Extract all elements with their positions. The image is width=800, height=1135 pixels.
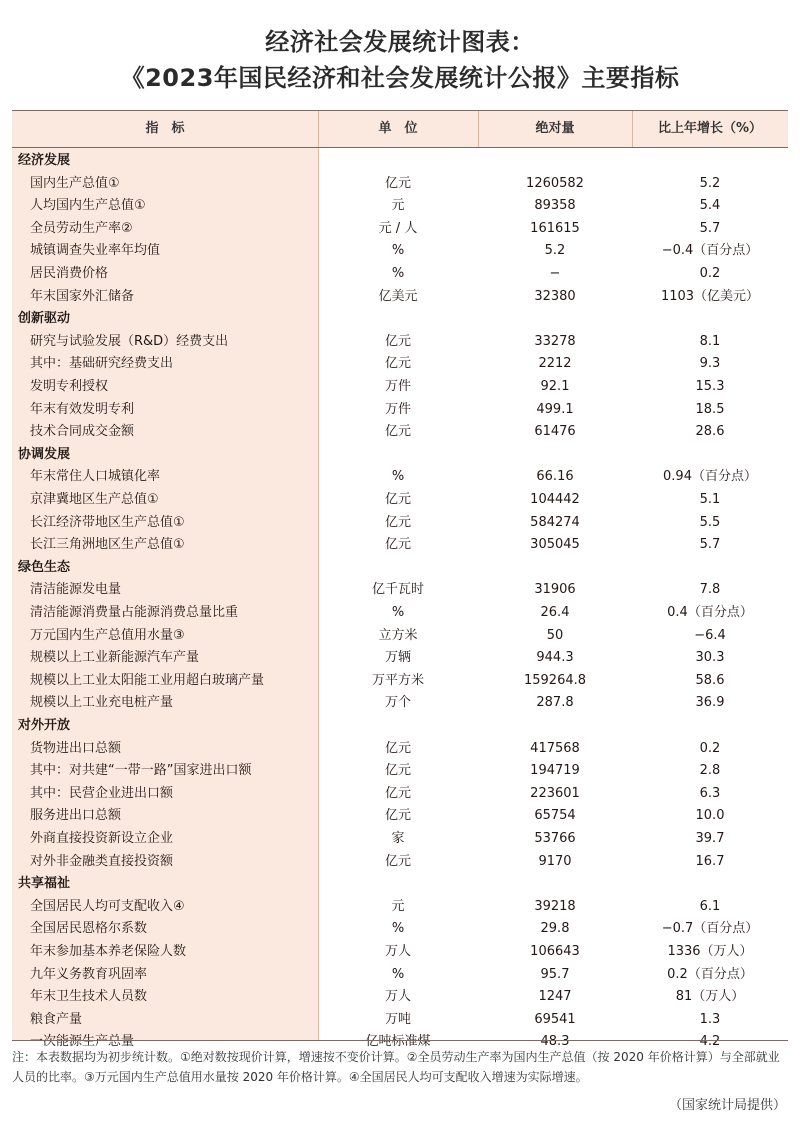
unit-cell: 万人 bbox=[384, 944, 411, 959]
section-title: 绿色生态 bbox=[18, 559, 71, 575]
growth-cell: 5.5 bbox=[699, 514, 721, 530]
section-row bbox=[12, 873, 788, 896]
table-row bbox=[12, 941, 788, 964]
indicator-name: 清洁能源发电量 bbox=[30, 582, 122, 598]
indicator-name: 京津冀地区生产总值① bbox=[30, 492, 159, 507]
table-row bbox=[12, 263, 788, 286]
growth-cell: 5.2 bbox=[699, 175, 721, 191]
table-row bbox=[12, 240, 788, 263]
header-unit: 单 位 bbox=[378, 121, 418, 136]
table-header bbox=[12, 110, 788, 148]
growth-cell: 1336（万人） bbox=[667, 944, 753, 959]
table-row bbox=[12, 421, 788, 444]
value-cell: 95.7 bbox=[540, 966, 570, 982]
unit-cell: % bbox=[391, 469, 405, 485]
unit-cell: 万件 bbox=[384, 379, 411, 394]
section-row bbox=[12, 557, 788, 580]
indicator-name: 年末常住人口城镇化率 bbox=[30, 469, 161, 485]
growth-cell: 39.7 bbox=[695, 831, 725, 846]
growth-cell: 0.94（百分点） bbox=[663, 469, 757, 485]
unit-cell: 亿美元 bbox=[378, 288, 418, 304]
growth-cell: 58.6 bbox=[695, 672, 725, 688]
value-cell: 53766 bbox=[534, 831, 576, 846]
section-row bbox=[12, 308, 788, 331]
section-title: 对外开放 bbox=[18, 718, 71, 733]
growth-cell: 7.8 bbox=[699, 582, 721, 598]
header-indicator: 指 标 bbox=[145, 121, 185, 136]
table-row bbox=[12, 964, 788, 987]
value-cell: 32380 bbox=[534, 288, 576, 304]
unit-cell: 亿元 bbox=[384, 514, 411, 530]
value-cell: 417568 bbox=[530, 740, 580, 756]
growth-cell: 6.1 bbox=[699, 898, 721, 914]
indicator-name: 研究与试验发展（R&D）经费支出 bbox=[30, 333, 229, 349]
value-cell: 1247 bbox=[538, 989, 572, 1005]
value-cell: 5.2 bbox=[544, 243, 566, 259]
growth-cell: −6.4 bbox=[694, 627, 726, 643]
value-cell: 106643 bbox=[530, 944, 580, 959]
indicator-name: 居民消费价格 bbox=[30, 266, 109, 281]
value-cell: 1260582 bbox=[526, 175, 584, 191]
table-row bbox=[12, 851, 788, 874]
indicator-name: 人均国内生产总值① bbox=[30, 198, 146, 214]
indicator-name: 技术合同成交金额 bbox=[30, 424, 135, 440]
unit-cell: 万个 bbox=[384, 695, 411, 711]
indicator-name: 全员劳动生产率② bbox=[30, 220, 133, 236]
table-row bbox=[12, 331, 788, 354]
value-cell: 2212 bbox=[538, 356, 572, 372]
growth-cell: 5.4 bbox=[699, 198, 721, 214]
indicator-name: 规模以上工业新能源汽车产量 bbox=[30, 650, 200, 666]
table-row bbox=[12, 1009, 788, 1032]
table-bottom-rule bbox=[12, 1040, 788, 1041]
section-title: 协调发展 bbox=[18, 446, 71, 462]
table-row bbox=[12, 376, 788, 399]
unit-cell: 亿元 bbox=[384, 333, 411, 349]
header-growth: 比上年增长（%） bbox=[657, 121, 763, 136]
table-row bbox=[12, 534, 788, 557]
unit-cell: 万辆 bbox=[384, 650, 411, 666]
table-row bbox=[12, 692, 788, 715]
table-row bbox=[12, 489, 788, 512]
unit-cell: 元 bbox=[391, 198, 405, 214]
growth-cell: 18.5 bbox=[695, 401, 725, 417]
source-credit: （国家统计局提供） bbox=[668, 1098, 786, 1113]
table-row bbox=[12, 647, 788, 670]
indicator-name: 年末国家外汇储备 bbox=[30, 288, 135, 304]
table-row bbox=[12, 195, 788, 218]
growth-cell: −0.7（百分点） bbox=[661, 921, 759, 937]
indicator-name: 全国居民恩格尔系数 bbox=[30, 921, 148, 937]
value-cell: 194719 bbox=[530, 763, 580, 779]
indicator-name: 发明专利授权 bbox=[30, 379, 109, 394]
table-row bbox=[12, 738, 788, 761]
growth-cell: 30.3 bbox=[695, 650, 725, 666]
value-cell: 31906 bbox=[534, 582, 576, 598]
growth-cell: 81（万人） bbox=[675, 989, 745, 1005]
table-row bbox=[12, 670, 788, 693]
unit-cell: % bbox=[391, 243, 405, 259]
table-row bbox=[12, 286, 788, 309]
unit-cell: 亿千瓦时 bbox=[371, 582, 424, 598]
table-row bbox=[12, 760, 788, 783]
growth-cell: 28.6 bbox=[695, 424, 725, 440]
unit-cell: 亿元 bbox=[384, 356, 411, 372]
unit-cell: % bbox=[391, 921, 405, 937]
unit-cell: 亿吨标准煤 bbox=[365, 1034, 431, 1050]
table-row bbox=[12, 218, 788, 241]
unit-cell: 元 bbox=[391, 898, 405, 914]
value-cell: 499.1 bbox=[536, 401, 574, 417]
unit-cell: 亿元 bbox=[384, 492, 411, 507]
indicator-name: 年末参加基本养老保险人数 bbox=[30, 944, 187, 959]
unit-cell: 亿元 bbox=[384, 808, 411, 824]
value-cell: 584274 bbox=[530, 514, 580, 530]
growth-cell: 15.3 bbox=[695, 379, 725, 394]
section-title: 创新驱动 bbox=[18, 311, 71, 327]
unit-cell: 亿元 bbox=[384, 785, 411, 801]
growth-cell: 4.2 bbox=[699, 1034, 721, 1050]
value-cell: − bbox=[549, 266, 561, 281]
growth-cell: 9.3 bbox=[699, 356, 721, 372]
table-row bbox=[12, 399, 788, 422]
value-cell: 26.4 bbox=[540, 605, 570, 620]
growth-cell: 36.9 bbox=[695, 695, 725, 711]
section-title: 共享福祉 bbox=[18, 876, 71, 892]
unit-cell: 家 bbox=[391, 831, 405, 846]
section-row bbox=[12, 444, 788, 467]
indicator-name: 长江三角洲地区生产总值① bbox=[30, 537, 185, 553]
table-row bbox=[12, 918, 788, 941]
unit-cell: 亿元 bbox=[384, 853, 411, 869]
growth-cell: 1.3 bbox=[699, 1011, 721, 1027]
unit-cell: 亿元 bbox=[384, 740, 411, 756]
value-cell: 48.3 bbox=[540, 1034, 570, 1050]
value-cell: 89358 bbox=[534, 198, 576, 214]
indicator-name: 国内生产总值① bbox=[30, 175, 120, 191]
unit-cell: 元 / 人 bbox=[378, 220, 418, 236]
growth-cell: 0.4（百分点） bbox=[667, 605, 753, 620]
unit-cell: 万件 bbox=[384, 401, 411, 417]
table-row bbox=[12, 602, 788, 625]
value-cell: 65754 bbox=[534, 808, 576, 824]
value-cell: 29.8 bbox=[540, 921, 570, 937]
value-cell: 161615 bbox=[530, 220, 580, 236]
value-cell: 944.3 bbox=[536, 650, 574, 666]
value-cell: 66.16 bbox=[536, 469, 574, 485]
table-row bbox=[12, 466, 788, 489]
table-row bbox=[12, 783, 788, 806]
indicator-name: 年末有效发明专利 bbox=[30, 401, 135, 417]
unit-cell: 万平方米 bbox=[371, 672, 424, 688]
unit-cell: % bbox=[391, 266, 405, 281]
unit-cell: % bbox=[391, 966, 405, 982]
unit-cell: 亿元 bbox=[384, 763, 411, 779]
unit-cell: 亿元 bbox=[384, 424, 411, 440]
growth-cell: 5.1 bbox=[699, 492, 721, 507]
page-title: 经济社会发展统计图表： bbox=[265, 28, 535, 56]
indicator-name: 外商直接投资新设立企业 bbox=[30, 831, 174, 846]
value-cell: 61476 bbox=[534, 424, 576, 440]
growth-cell: −0.4（百分点） bbox=[661, 243, 759, 259]
indicator-name: 全国居民人均可支配收入④ bbox=[30, 898, 185, 914]
indicator-name: 规模以上工业充电桩产量 bbox=[30, 695, 174, 711]
value-cell: 69541 bbox=[534, 1011, 576, 1027]
growth-cell: 1103（亿美元） bbox=[660, 288, 760, 304]
value-cell: 104442 bbox=[530, 492, 580, 507]
indicator-name: 九年义务教育巩固率 bbox=[30, 966, 148, 982]
section-row bbox=[12, 715, 788, 738]
footnote: 注：本表数据均为初步统计数。①绝对数按现价计算，增速按不变价计算。②全员劳动生产率为国内生产总值（按 2020 年价格计算）与全部就业人员的比率。③万元国内生产总值用水量按 2020 年价格计算。④全国居民人均可支配收入增速为实际增速。 bbox=[12, 1050, 780, 1084]
growth-cell: 8.1 bbox=[699, 333, 721, 349]
indicator-name: 其中：基础研究经费支出 bbox=[30, 356, 174, 372]
indicator-name: 城镇调查失业率年均值 bbox=[30, 243, 161, 259]
growth-cell: 0.2 bbox=[699, 266, 721, 281]
indicator-name: 规模以上工业太阳能工业用超白玻璃产量 bbox=[30, 672, 265, 688]
table-row bbox=[12, 512, 788, 535]
unit-cell: 亿元 bbox=[384, 175, 411, 191]
value-cell: 223601 bbox=[530, 785, 580, 801]
unit-cell: 亿元 bbox=[384, 537, 411, 553]
growth-cell: 0.2 bbox=[699, 740, 721, 756]
indicator-name: 其中：民营企业进出口额 bbox=[30, 785, 174, 801]
table-row bbox=[12, 353, 788, 376]
growth-cell: 5.7 bbox=[699, 537, 721, 553]
indicator-name: 长江经济带地区生产总值① bbox=[30, 514, 185, 530]
unit-cell: 万人 bbox=[384, 989, 411, 1005]
value-cell: 33278 bbox=[534, 333, 576, 349]
growth-cell: 5.7 bbox=[699, 220, 721, 236]
indicator-name: 清洁能源消费量占能源消费总量比重 bbox=[30, 605, 239, 620]
table-row bbox=[12, 805, 788, 828]
growth-cell: 2.8 bbox=[699, 763, 721, 779]
value-cell: 305045 bbox=[530, 537, 580, 553]
value-cell: 50 bbox=[546, 627, 564, 643]
growth-cell: 0.2（百分点） bbox=[667, 966, 753, 982]
table-row bbox=[12, 173, 788, 196]
indicator-name: 万元国内生产总值用水量③ bbox=[30, 627, 185, 643]
page-subtitle: 《2023年国民经济和社会发展统计公报》主要指标 bbox=[120, 64, 680, 92]
unit-cell: % bbox=[391, 605, 405, 620]
value-cell: 159264.8 bbox=[523, 672, 587, 688]
value-cell: 39218 bbox=[534, 898, 576, 914]
section-title: 经济发展 bbox=[18, 153, 71, 168]
table-row bbox=[12, 828, 788, 851]
table-row bbox=[12, 986, 788, 1009]
indicator-name: 对外非金融类直接投资额 bbox=[30, 853, 174, 869]
table-row bbox=[12, 896, 788, 919]
indicator-name: 粮食产量 bbox=[30, 1011, 83, 1027]
section-row bbox=[12, 150, 788, 173]
indicator-name: 服务进出口总额 bbox=[30, 808, 122, 824]
value-cell: 9170 bbox=[538, 853, 572, 869]
indicator-name: 其中：对共建“一带一路”国家进出口额 bbox=[30, 763, 252, 779]
indicator-name: 货物进出口总额 bbox=[30, 740, 122, 756]
value-cell: 92.1 bbox=[540, 379, 570, 394]
value-cell: 287.8 bbox=[536, 695, 574, 711]
header-value: 绝对量 bbox=[535, 121, 575, 136]
unit-cell: 立方米 bbox=[378, 627, 418, 643]
growth-cell: 6.3 bbox=[699, 785, 721, 801]
table-row bbox=[12, 579, 788, 602]
table-row bbox=[12, 625, 788, 648]
growth-cell: 16.7 bbox=[695, 853, 725, 869]
indicator-name: 年末卫生技术人员数 bbox=[30, 989, 148, 1005]
unit-cell: 万吨 bbox=[384, 1011, 411, 1027]
indicator-name: 一次能源生产总量 bbox=[30, 1034, 135, 1050]
growth-cell: 10.0 bbox=[695, 808, 725, 824]
